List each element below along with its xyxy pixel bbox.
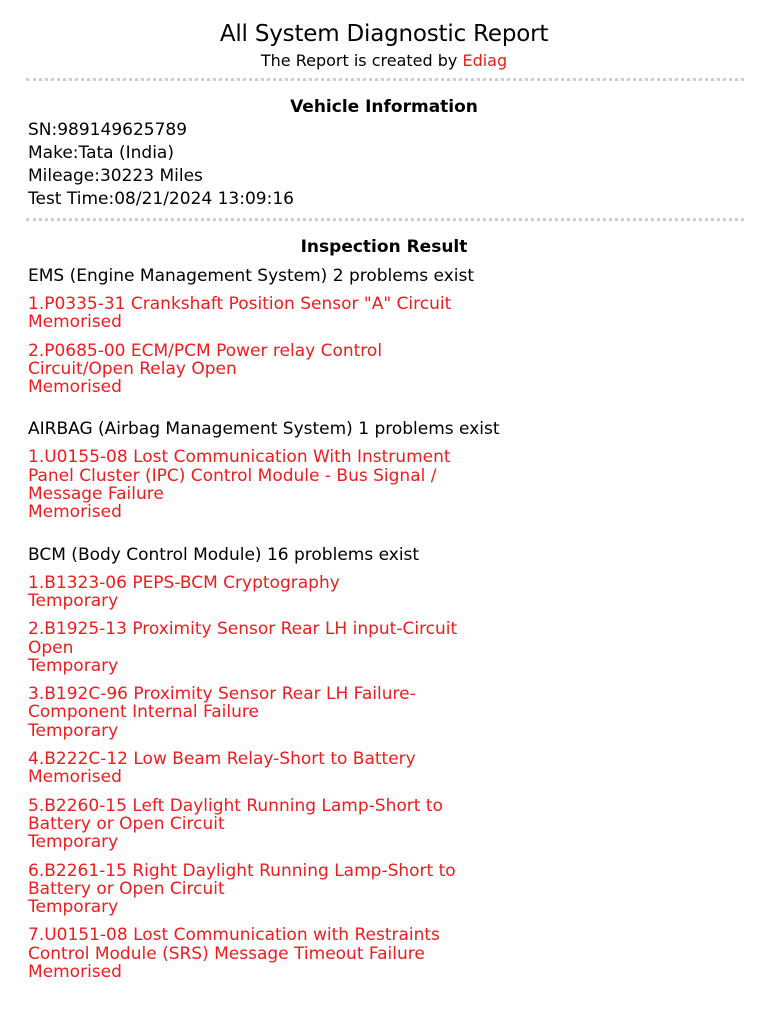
fault-status: Temporary xyxy=(28,897,119,918)
fault-item xyxy=(28,750,728,787)
vehicle-make: Make:Tata (India) xyxy=(28,143,174,163)
fault-item xyxy=(28,862,728,917)
fault-status: Memorised xyxy=(28,377,122,398)
fault-item xyxy=(28,926,728,981)
fault-item xyxy=(28,295,728,332)
report-title: All System Diagnostic Report xyxy=(219,21,549,47)
fault-item xyxy=(28,620,728,675)
serial-number: SN:989149625789 xyxy=(28,120,188,140)
fault-code-description: 7.U0151-08 Lost Communication with Restraints Control Module (SRS) Message Timeout Failure xyxy=(28,925,440,964)
fault-code-description: 6.B2261-15 Right Daylight Running Lamp-Short to Battery or Open Circuit xyxy=(28,860,456,899)
subtitle-prefix: The Report is created by xyxy=(260,51,463,70)
system-header-ems: EMS (Engine Management System) 2 problems exist xyxy=(28,266,475,286)
vehicle-info xyxy=(28,119,294,211)
dotted-divider xyxy=(26,78,744,81)
fault-status: Memorised xyxy=(28,502,122,523)
fault-code-description: 5.B2260-15 Left Daylight Running Lamp-Short to Battery or Open Circuit xyxy=(28,795,443,834)
report-subtitle xyxy=(0,50,768,72)
fault-code-description: 2.B1925-13 Proximity Sensor Rear LH input-Circuit Open xyxy=(28,619,458,658)
inspection-results xyxy=(28,265,728,991)
fault-code-description: 1.B1323-06 PEPS-BCM Cryptography xyxy=(28,572,340,593)
brand-name: Ediag xyxy=(462,51,508,70)
fault-code-description: 4.B222C-12 Low Beam Relay-Short to Battery xyxy=(28,749,416,770)
dotted-divider xyxy=(26,218,744,221)
fault-code-description: 1.U0155-08 Lost Communication With Instrument Panel Cluster (IPC) Control Module - Bus Signal / Message Failure xyxy=(28,447,451,505)
fault-item xyxy=(28,342,728,397)
fault-status: Memorised xyxy=(28,312,122,333)
system-header-bcm: BCM (Body Control Module) 16 problems exist xyxy=(28,544,420,565)
fault-item xyxy=(28,685,728,740)
fault-status: Temporary xyxy=(28,655,119,676)
fault-item xyxy=(28,797,728,852)
test-time: Test Time:08/21/2024 13:09:16 xyxy=(28,189,294,209)
inspection-result-heading: Inspection Result xyxy=(300,237,468,257)
vehicle-info-heading: Vehicle Information xyxy=(290,97,478,117)
fault-status: Temporary xyxy=(28,832,119,853)
fault-item xyxy=(28,574,728,611)
system-header-airbag: AIRBAG (Airbag Management System) 1 problems exist xyxy=(28,419,500,440)
fault-status: Temporary xyxy=(28,590,119,611)
fault-item xyxy=(28,448,728,521)
fault-status: Memorised xyxy=(28,962,122,983)
fault-status: Temporary xyxy=(28,720,119,741)
fault-code-description: 1.P0335-31 Crankshaft Position Sensor "A" Circuit xyxy=(28,294,452,314)
vehicle-mileage: Mileage:30223 Miles xyxy=(28,166,203,186)
fault-code-description: 2.P0685-00 ECM/PCM Power relay Control Circuit/Open Relay Open xyxy=(28,340,383,379)
fault-status: Memorised xyxy=(28,767,122,788)
fault-code-description: 3.B192C-96 Proximity Sensor Rear LH Failure-Component Internal Failure xyxy=(28,684,416,723)
